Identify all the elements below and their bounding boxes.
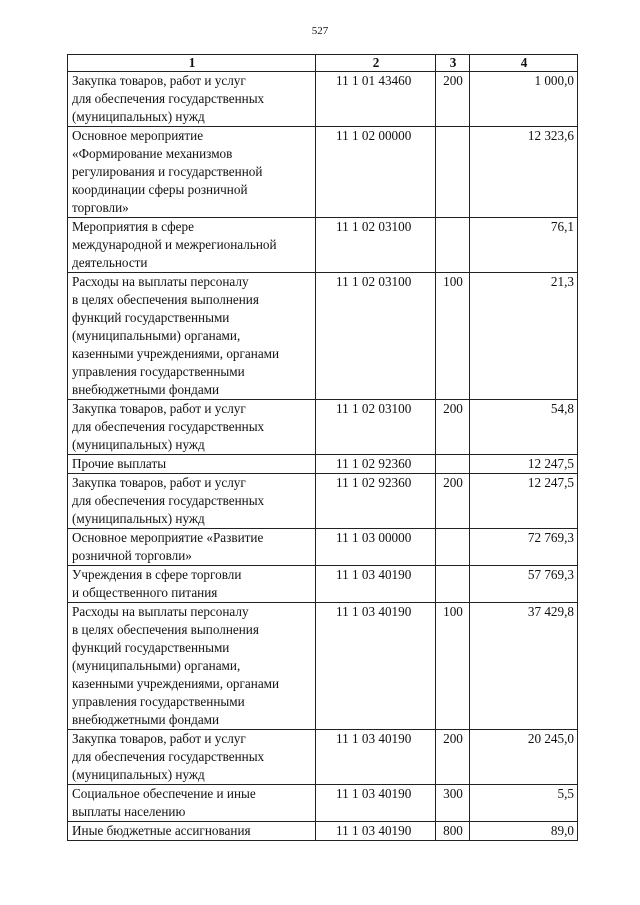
table-row — [68, 566, 578, 603]
table-row — [68, 72, 578, 127]
row-amount: 1 000,0 — [470, 72, 578, 127]
row-name: Прочие выплаты — [68, 455, 316, 474]
table-row — [68, 455, 578, 474]
row-amount: 89,0 — [470, 822, 578, 841]
row-code: 11 1 01 43460 — [316, 72, 436, 127]
row-name: Закупка товаров, работ и услуг для обеспечения государственных (муниципальных) нужд — [68, 730, 316, 785]
row-code: 11 1 03 40190 — [316, 822, 436, 841]
row-type — [436, 127, 470, 218]
page-number: 527 — [311, 25, 329, 37]
table-row — [68, 127, 578, 218]
row-name: Мероприятия в сфере международной и межрегиональной деятельности — [68, 218, 316, 273]
row-type — [436, 566, 470, 603]
row-name: Расходы на выплаты персоналу в целях обеспечения выполнения функций государственными (муниципальными) органами, казенными учреждениями, органами управления государственными внебюджетными фондами — [68, 273, 316, 400]
row-code: 11 1 03 00000 — [316, 529, 436, 566]
row-amount: 76,1 — [470, 218, 578, 273]
table-row — [68, 400, 578, 455]
row-type: 200 — [436, 474, 470, 529]
row-type: 800 — [436, 822, 470, 841]
row-code: 11 1 03 40190 — [316, 566, 436, 603]
row-type — [436, 455, 470, 474]
row-code: 11 1 02 03100 — [316, 218, 436, 273]
row-amount: 21,3 — [470, 273, 578, 400]
budget-table — [67, 54, 578, 841]
row-amount: 72 769,3 — [470, 529, 578, 566]
row-amount: 54,8 — [470, 400, 578, 455]
table-row — [68, 218, 578, 273]
row-type: 100 — [436, 273, 470, 400]
row-code: 11 1 03 40190 — [316, 730, 436, 785]
row-amount: 12 247,5 — [470, 455, 578, 474]
row-type — [436, 529, 470, 566]
header-col-4: 4 — [470, 55, 578, 72]
table-row — [68, 785, 578, 822]
row-amount: 12 323,6 — [470, 127, 578, 218]
header-row — [68, 55, 578, 72]
row-code: 11 1 02 03100 — [316, 400, 436, 455]
row-code: 11 1 02 92360 — [316, 455, 436, 474]
row-name: Закупка товаров, работ и услуг для обеспечения государственных (муниципальных) нужд — [68, 474, 316, 529]
row-code: 11 1 02 03100 — [316, 273, 436, 400]
row-amount: 5,5 — [470, 785, 578, 822]
table-row — [68, 730, 578, 785]
row-name: Иные бюджетные ассигнования — [68, 822, 316, 841]
table-row — [68, 273, 578, 400]
row-amount: 57 769,3 — [470, 566, 578, 603]
row-amount: 37 429,8 — [470, 603, 578, 730]
table-row — [68, 474, 578, 529]
table-row — [68, 529, 578, 566]
row-name: Закупка товаров, работ и услуг для обеспечения государственных (муниципальных) нужд — [68, 72, 316, 127]
row-name: Расходы на выплаты персоналу в целях обеспечения выполнения функций государственными (муниципальными) органами, казенными учреждениями, органами управления государственными внебюджетными фондами — [68, 603, 316, 730]
row-name: Основное мероприятие «Развитие розничной торговли» — [68, 529, 316, 566]
row-name: Основное мероприятие «Формирование механизмов регулирования и государственной координации сферы розничной торговли» — [68, 127, 316, 218]
row-amount: 20 245,0 — [470, 730, 578, 785]
row-amount: 12 247,5 — [470, 474, 578, 529]
row-name: Учреждения в сфере торговли и общественного питания — [68, 566, 316, 603]
row-name: Социальное обеспечение и иные выплаты населению — [68, 785, 316, 822]
header-col-3: 3 — [436, 55, 470, 72]
row-type: 100 — [436, 603, 470, 730]
header-col-2: 2 — [316, 55, 436, 72]
row-type: 200 — [436, 730, 470, 785]
row-name: Закупка товаров, работ и услуг для обеспечения государственных (муниципальных) нужд — [68, 400, 316, 455]
row-type — [436, 218, 470, 273]
row-type: 200 — [436, 72, 470, 127]
row-code: 11 1 03 40190 — [316, 603, 436, 730]
row-type: 200 — [436, 400, 470, 455]
table-row — [68, 822, 578, 841]
row-type: 300 — [436, 785, 470, 822]
row-code: 11 1 03 40190 — [316, 785, 436, 822]
row-code: 11 1 02 00000 — [316, 127, 436, 218]
table-row — [68, 603, 578, 730]
header-col-1: 1 — [68, 55, 316, 72]
row-code: 11 1 02 92360 — [316, 474, 436, 529]
